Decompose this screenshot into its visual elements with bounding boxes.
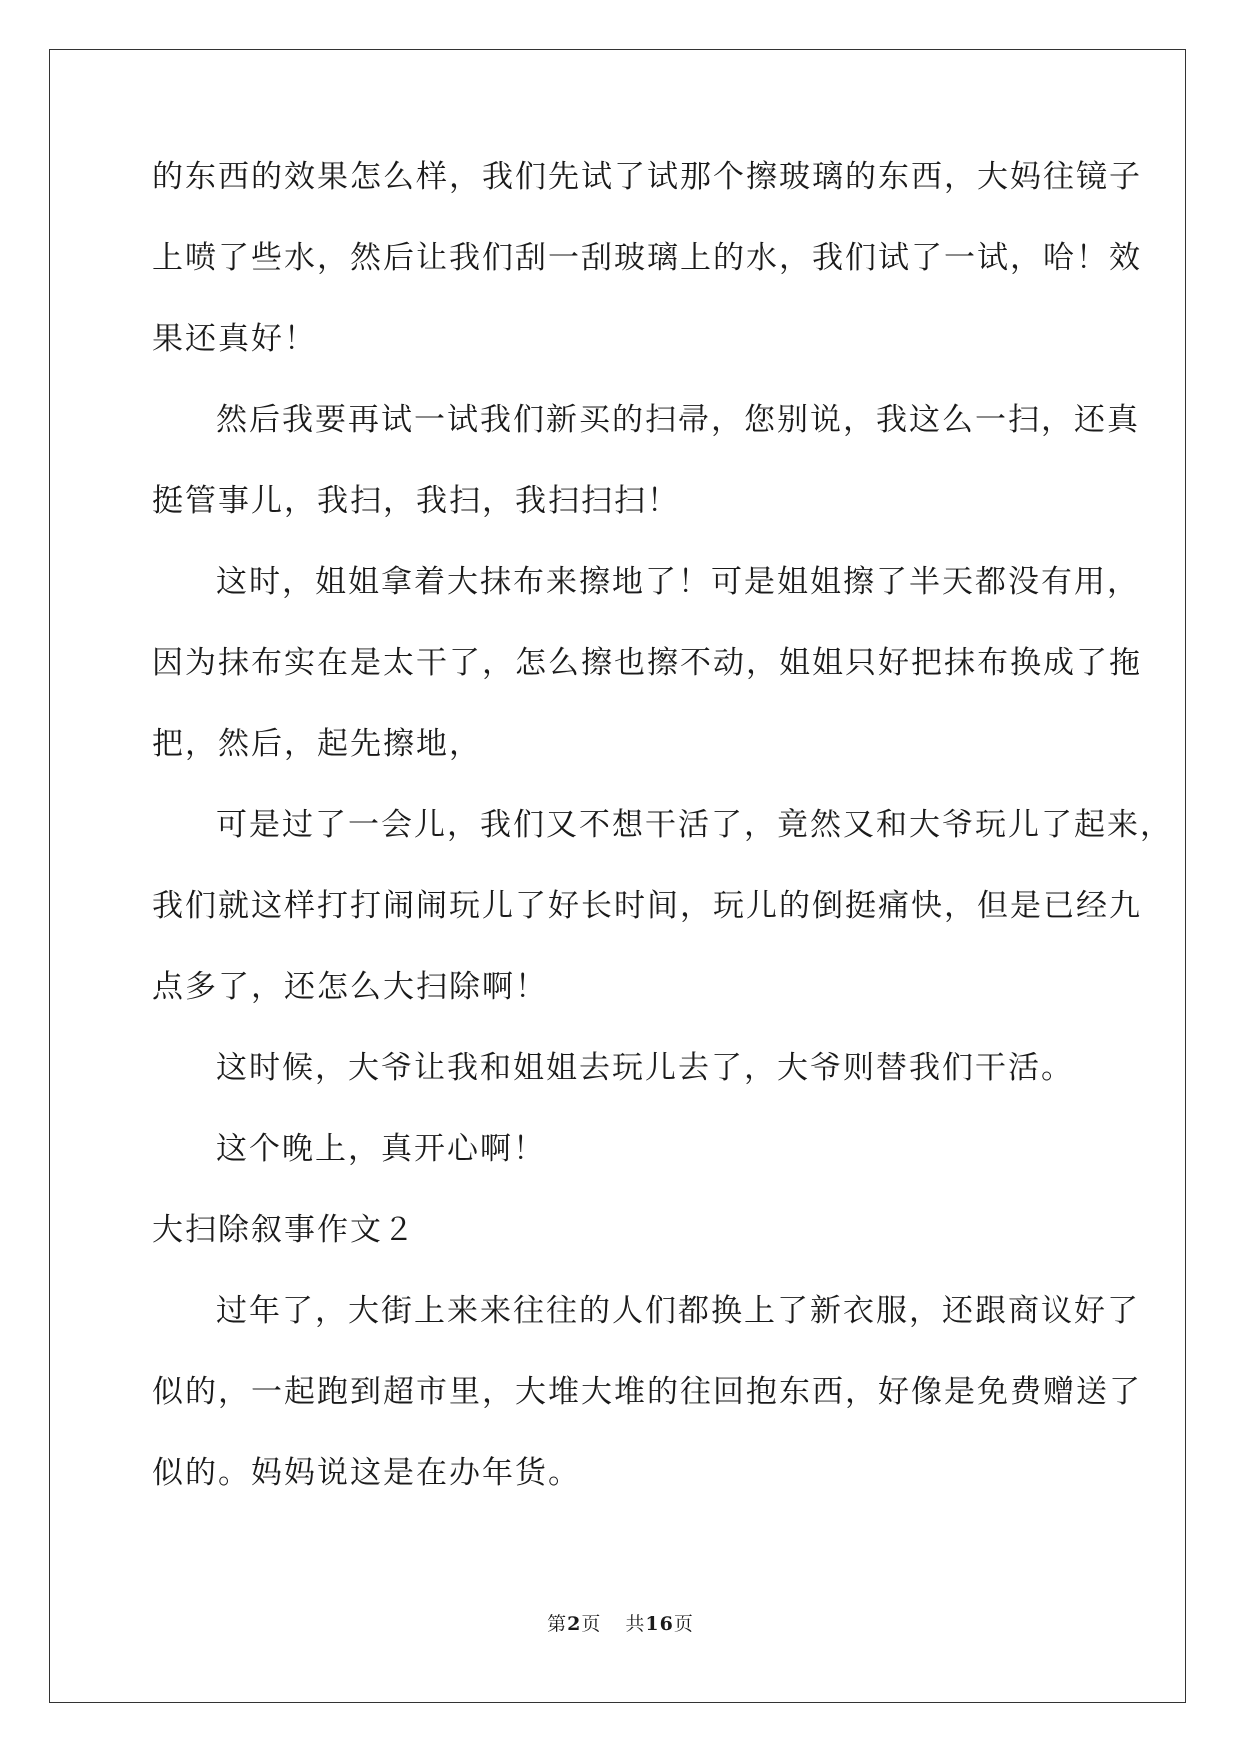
- paragraph-start-line: 然后我要再试一试我们新买的扫帚，您别说，我这么一扫，还真: [216, 402, 1140, 438]
- paragraph-start-line: 这个晚上，真开心啊！: [216, 1131, 546, 1167]
- page-label-suffix: 页: [581, 1613, 602, 1635]
- text-line: 把，然后，起先擦地，: [152, 726, 482, 762]
- text-line: 点多了，还怎么大扫除啊！: [152, 969, 548, 1005]
- section-heading: 大扫除叙事作文２: [152, 1212, 416, 1248]
- document-body: [152, 158, 1173, 1535]
- paragraph-start-line: 过年了，大街上来来往往的人们都换上了新衣服，还跟商议好了: [216, 1293, 1140, 1329]
- text-line: 上喷了些水，然后让我们刮一刮玻璃上的水，我们试了一试，哈！效: [152, 240, 1142, 276]
- total-pages: 16: [645, 1613, 674, 1635]
- text-line: 我们就这样打打闹闹玩儿了好长时间，玩儿的倒挺痛快，但是已经九: [152, 888, 1142, 924]
- text-line: 似的。妈妈说这是在办年货。: [152, 1455, 581, 1491]
- total-label-suffix: 页: [673, 1613, 694, 1635]
- page-label-prefix: 第: [547, 1613, 568, 1635]
- text-line: 果还真好！: [152, 321, 317, 357]
- page-number: 2: [567, 1613, 582, 1635]
- paragraph-start-line: 这时候，大爷让我和姐姐去玩儿去了，大爷则替我们干活。: [216, 1050, 1074, 1086]
- paragraph-start-line: 可是过了一会儿，我们又不想干活了，竟然又和大爷玩儿了起来，: [216, 807, 1173, 843]
- total-label-prefix: 共: [625, 1613, 646, 1635]
- text-line: 因为抹布实在是太干了，怎么擦也擦不动，姐姐只好把抹布换成了拖: [152, 645, 1142, 681]
- paragraph-start-line: 这时，姐姐拿着大抹布来擦地了！可是姐姐擦了半天都没有用，: [216, 564, 1140, 600]
- page-footer: [0, 1609, 1241, 1636]
- text-line: 似的，一起跑到超市里，大堆大堆的往回抱东西，好像是免费赠送了: [152, 1374, 1142, 1410]
- text-line: 的东西的效果怎么样，我们先试了试那个擦玻璃的东西，大妈往镜子: [152, 159, 1142, 195]
- text-line: 挺管事儿，我扫，我扫，我扫扫扫！: [152, 483, 680, 519]
